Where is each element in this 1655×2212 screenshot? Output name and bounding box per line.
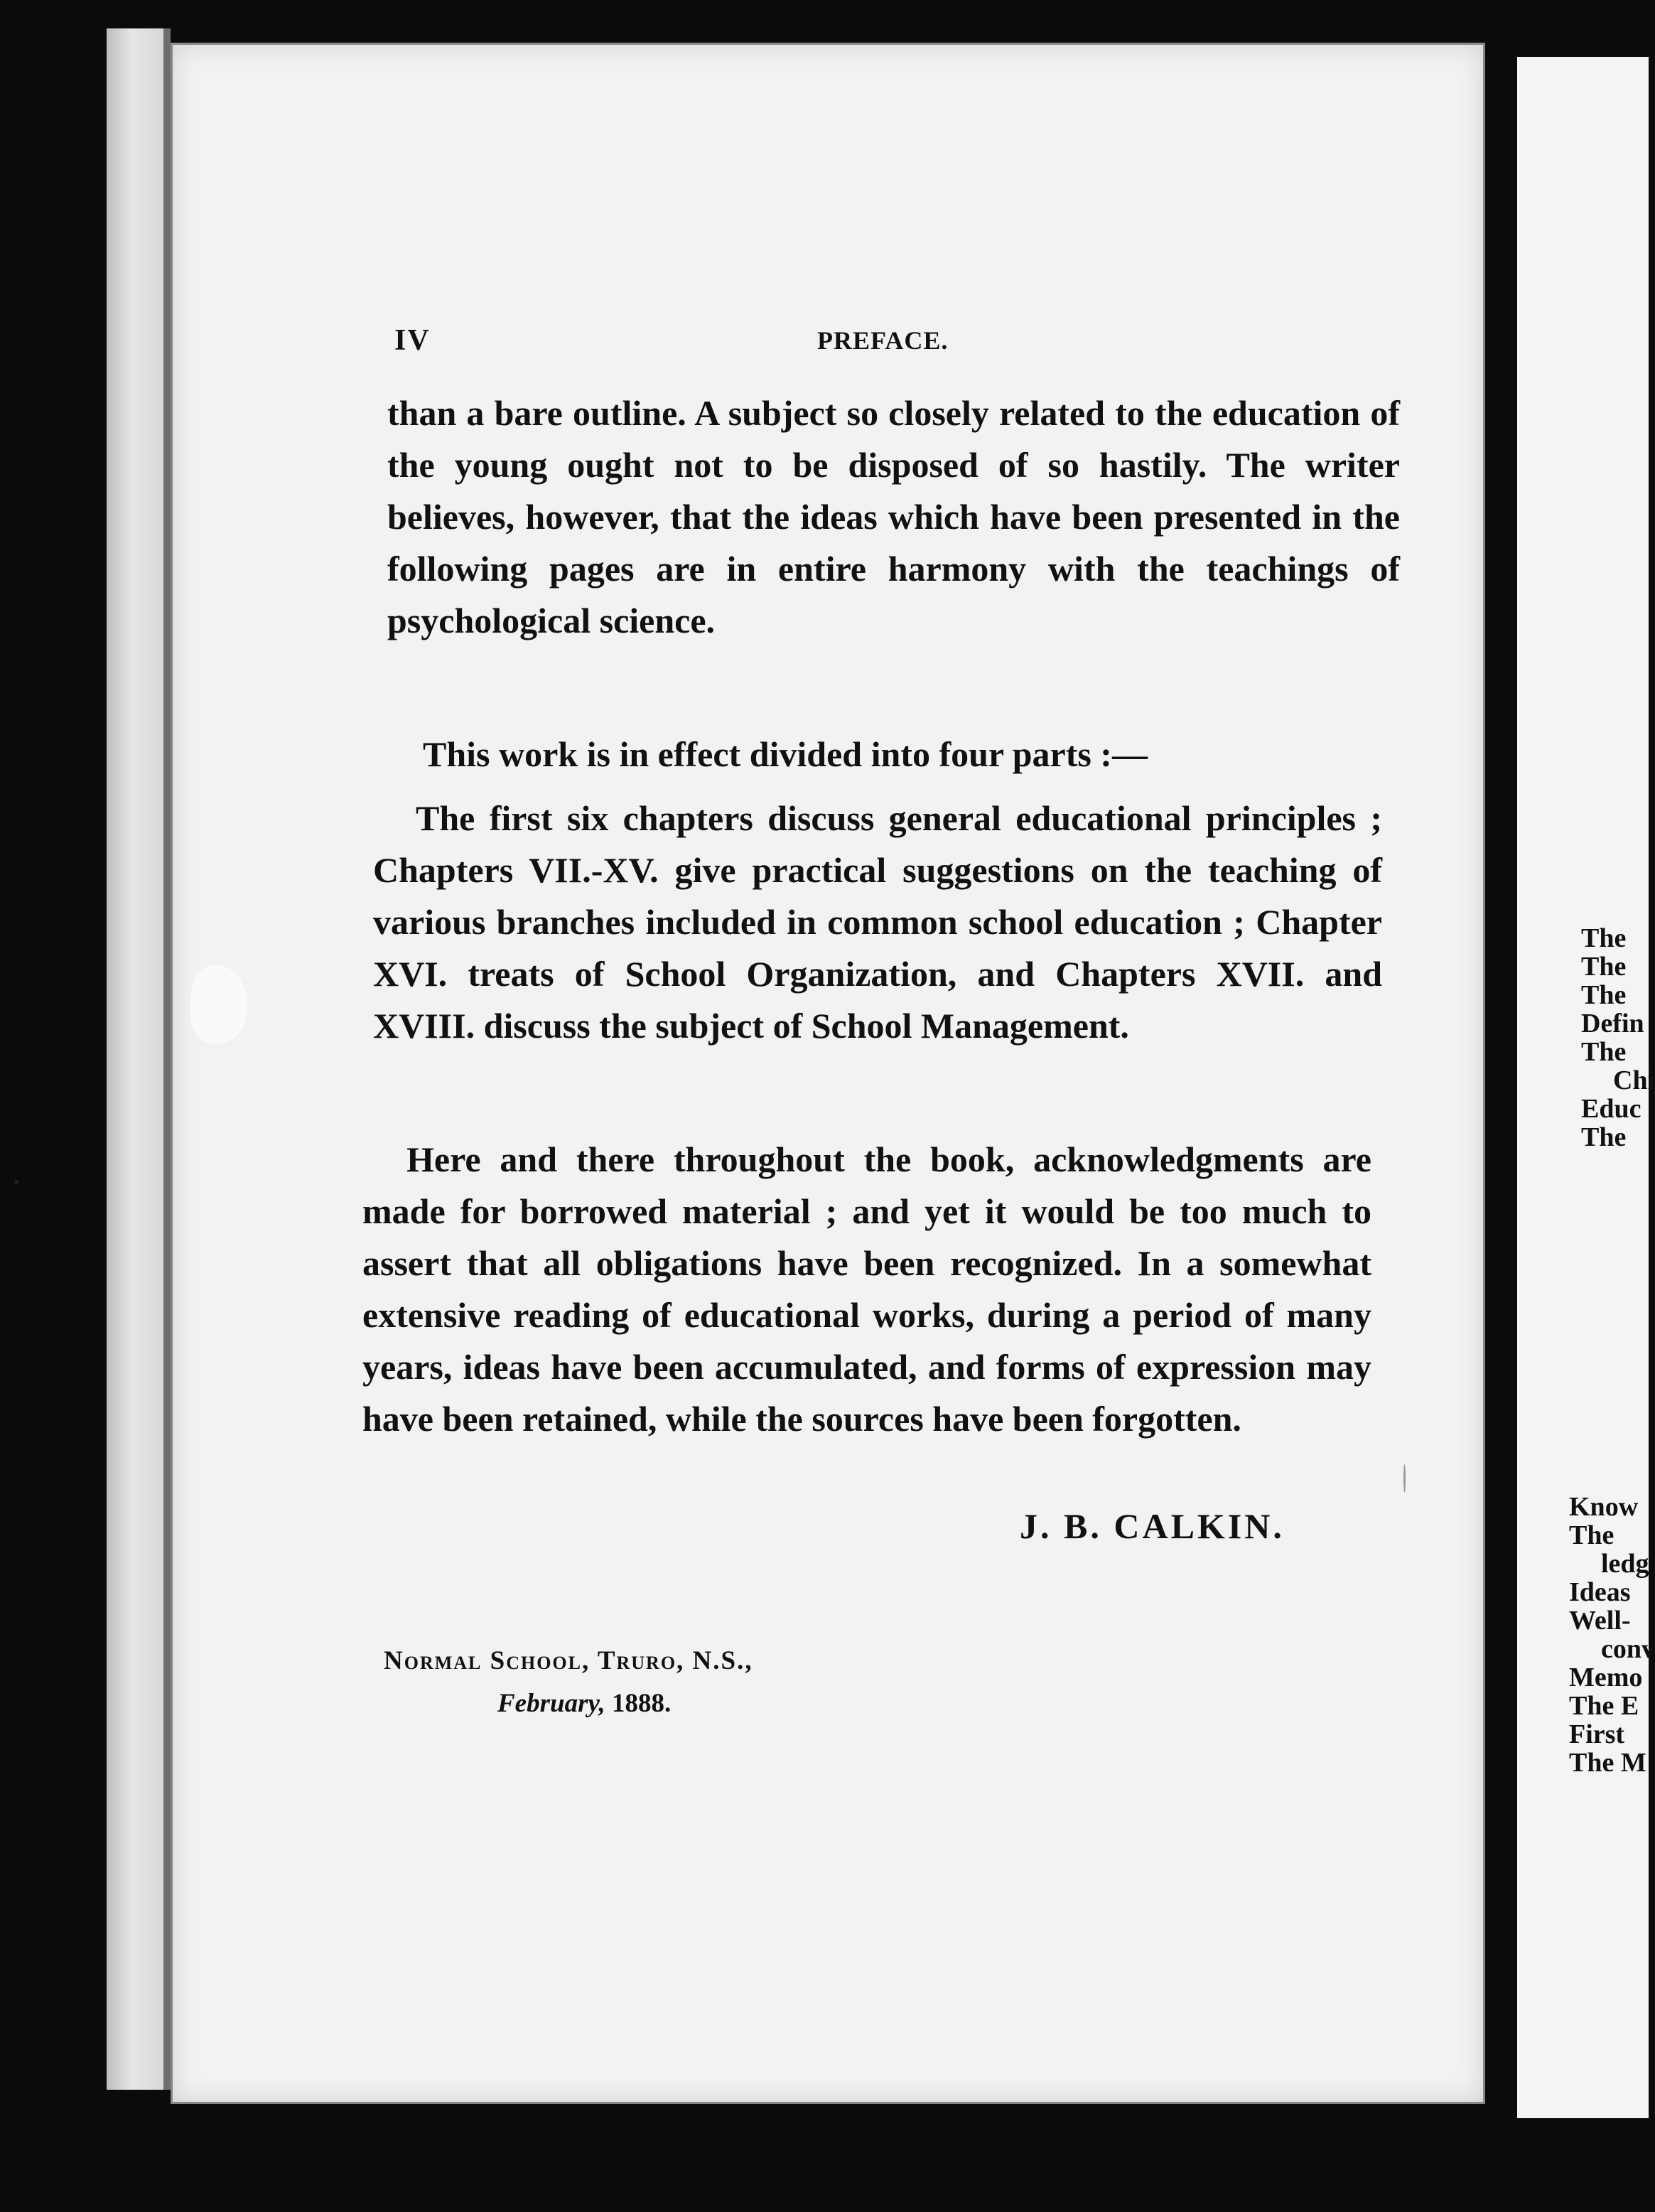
dateline-month: February, xyxy=(497,1689,605,1718)
fragment-line: Defin xyxy=(1581,1009,1644,1038)
fragment-line: Know xyxy=(1569,1492,1639,1522)
fragment-line: The xyxy=(1581,1037,1627,1067)
paragraph-3: The first six chapters discuss general educational principles ; Chapters VII.-XV. give practical suggestions on the teaching of various branches included in common school education ; Chapter XVI. treats of School Organization, and Chapters XVII. and XVIII. discuss the subject of School Management. xyxy=(373,798,1382,1046)
paragraph-1: than a bare outline. A subject so closely related to the education of the young ought not to be disposed of so hastily. The writer believes, however, that the ideas which have been presented in the following pages are in entire harmony with the teachings of psychological science. xyxy=(387,393,1400,640)
fragment-line: The xyxy=(1581,980,1627,1010)
paragraph-2: This work is in effect divided into four parts :— xyxy=(423,734,1148,774)
fragment-line: The xyxy=(1581,923,1627,953)
fragment-line: Ideas xyxy=(1569,1577,1631,1607)
fragment-line: The xyxy=(1581,952,1627,982)
scan-speck xyxy=(14,1180,18,1184)
dateline-place: Normal School, Truro, N.S., xyxy=(384,1646,753,1675)
scan-blemish xyxy=(190,965,247,1043)
fragment-line: The E xyxy=(1569,1691,1639,1721)
running-head: PREFACE. xyxy=(817,326,949,355)
page-number: IV xyxy=(394,324,431,357)
fragment-line: ledg xyxy=(1601,1549,1649,1579)
book-page-edges xyxy=(107,28,171,2090)
fragment-line: Well- xyxy=(1569,1606,1631,1636)
fragment-line: Memo xyxy=(1569,1663,1643,1692)
paragraph-4: Here and there throughout the book, acknowledgments are made for borrowed material ; and yet it would be too much to assert that all obligations have been recognized. In a somewhat extensive reading of educational works, during a period of many years, ideas have been accumulated, and forms of expression may have been retained, while the sources have been forgotten. xyxy=(362,1139,1371,1439)
author-signature: J. B. CALKIN. xyxy=(1020,1506,1285,1546)
dateline-year: 1888. xyxy=(612,1689,672,1718)
fragment-line: conv xyxy=(1601,1634,1655,1664)
fragment-line: Chi xyxy=(1613,1065,1655,1095)
facing-page-fragment-top xyxy=(1581,923,1655,1152)
fragment-line: The M xyxy=(1569,1748,1646,1778)
fragment-line: Educ xyxy=(1581,1094,1641,1124)
dateline-date xyxy=(497,1688,671,1719)
fragment-line: First xyxy=(1569,1719,1625,1749)
fragment-line: The xyxy=(1581,1122,1627,1152)
facing-page-fragment-bottom xyxy=(1569,1492,1655,1778)
scan-speck xyxy=(1403,1464,1406,1493)
fragment-line: The xyxy=(1569,1520,1614,1550)
